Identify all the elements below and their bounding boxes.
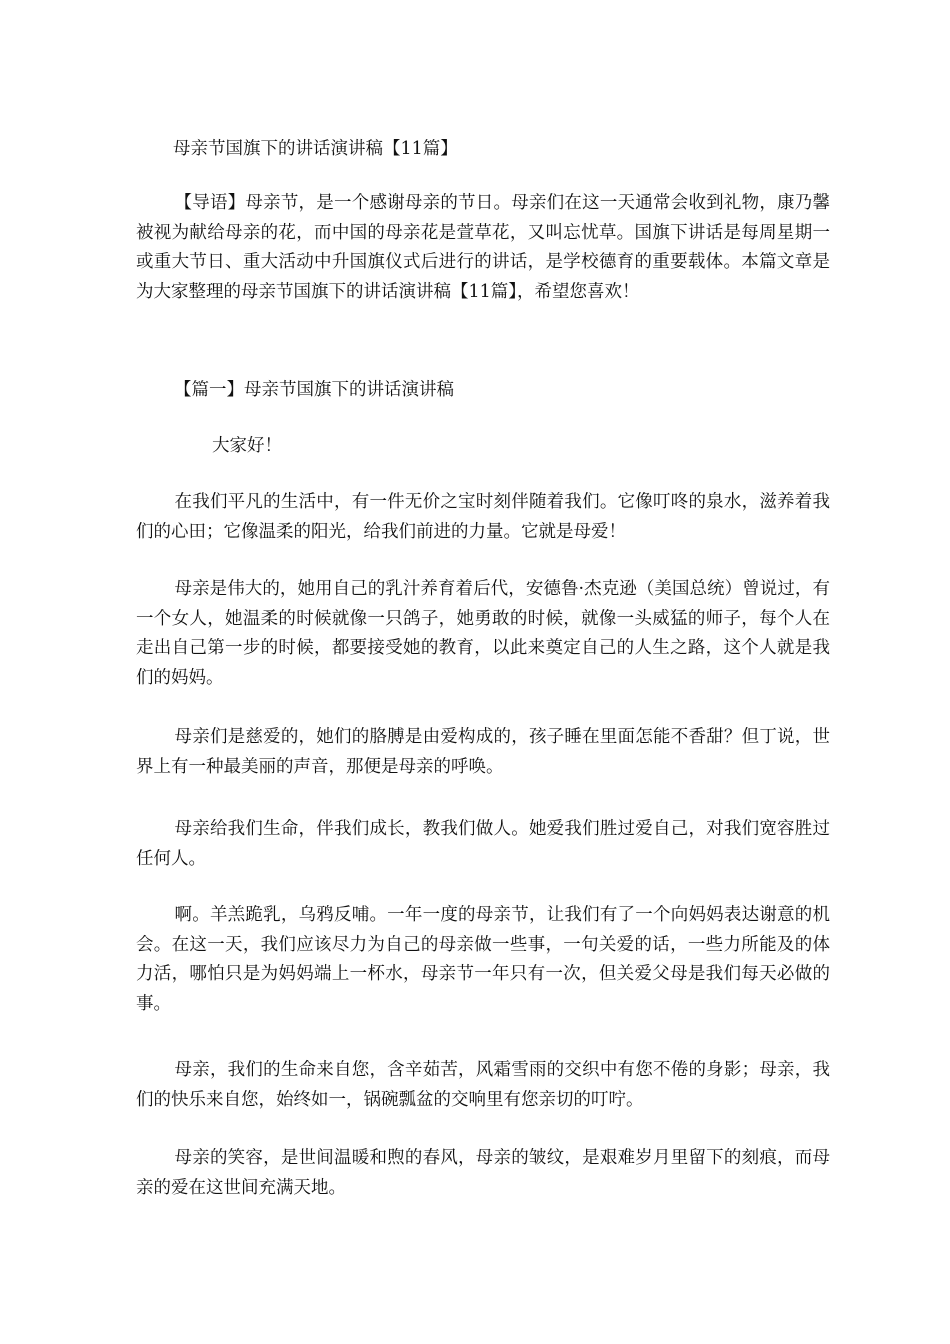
document-title: 母亲节国旗下的讲话演讲稿【11篇】 <box>173 139 458 159</box>
body-paragraph: 母亲，我们的生命来自您，含辛茹苦，风霜雪雨的交织中有您不倦的身影；母亲，我们的快乐来自您，始终如一，锅碗瓢盆的交响里有您亲切的叮咛。 <box>136 1060 830 1110</box>
body-paragraph: 母亲给我们生命，伴我们成长，教我们做人。她爱我们胜过爱自己，对我们宽容胜过任何人。 <box>136 819 830 869</box>
section-heading: 【篇一】母亲节国旗下的讲话演讲稿 <box>174 380 454 400</box>
body-paragraph: 母亲是伟大的，她用自己的乳汁养育着后代，安德鲁·杰克逊（美国总统）曾说过，有一个女人，她温柔的时候就像一只鸽子，她勇敢的时候，就像一头威猛的师子，每个人在走出自己第一步的时候，都要接受她的教育，以此来奠定自己的人生之路，这个人就是我们的妈妈。 <box>136 579 830 688</box>
greeting: 大家好！ <box>212 436 282 456</box>
body-paragraph: 母亲的笑容，是世间温暖和煦的春风，母亲的皱纹，是艰难岁月里留下的刻痕，而母亲的爱在这世间充满天地。 <box>136 1148 830 1198</box>
body-paragraph: 母亲们是慈爱的，她们的胳膊是由爱构成的，孩子睡在里面怎能不香甜？但丁说，世界上有一种最美丽的声音，那便是母亲的呼唤。 <box>136 727 830 777</box>
body-paragraph: 在我们平凡的生活中，有一件无价之宝时刻伴随着我们。它像叮咚的泉水，滋养着我们的心田；它像温柔的阳光，给我们前进的力量。它就是母爱！ <box>136 492 830 542</box>
body-paragraph: 啊。羊羔跪乳，乌鸦反哺。一年一度的母亲节，让我们有了一个向妈妈表达谢意的机会。在这一天，我们应该尽力为自己的母亲做一些事，一句关爱的话，一些力所能及的体力活，哪怕只是为妈妈端上一杯水，母亲节一年只有一次，但关爱父母是我们每天必做的事。 <box>136 905 830 1014</box>
intro-paragraph: 【导语】母亲节，是一个感谢母亲的节日。母亲们在这一天通常会收到礼物，康乃馨被视为献给母亲的花，而中国的母亲花是萱草花，又叫忘忧草。国旗下讲话是每周星期一或重大节日、重大活动中升国旗仪式后进行的讲话，是学校德育的重要载体。本篇文章是为大家整理的母亲节国旗下的讲话演讲稿【11篇】，希望您喜欢！ <box>136 193 830 302</box>
